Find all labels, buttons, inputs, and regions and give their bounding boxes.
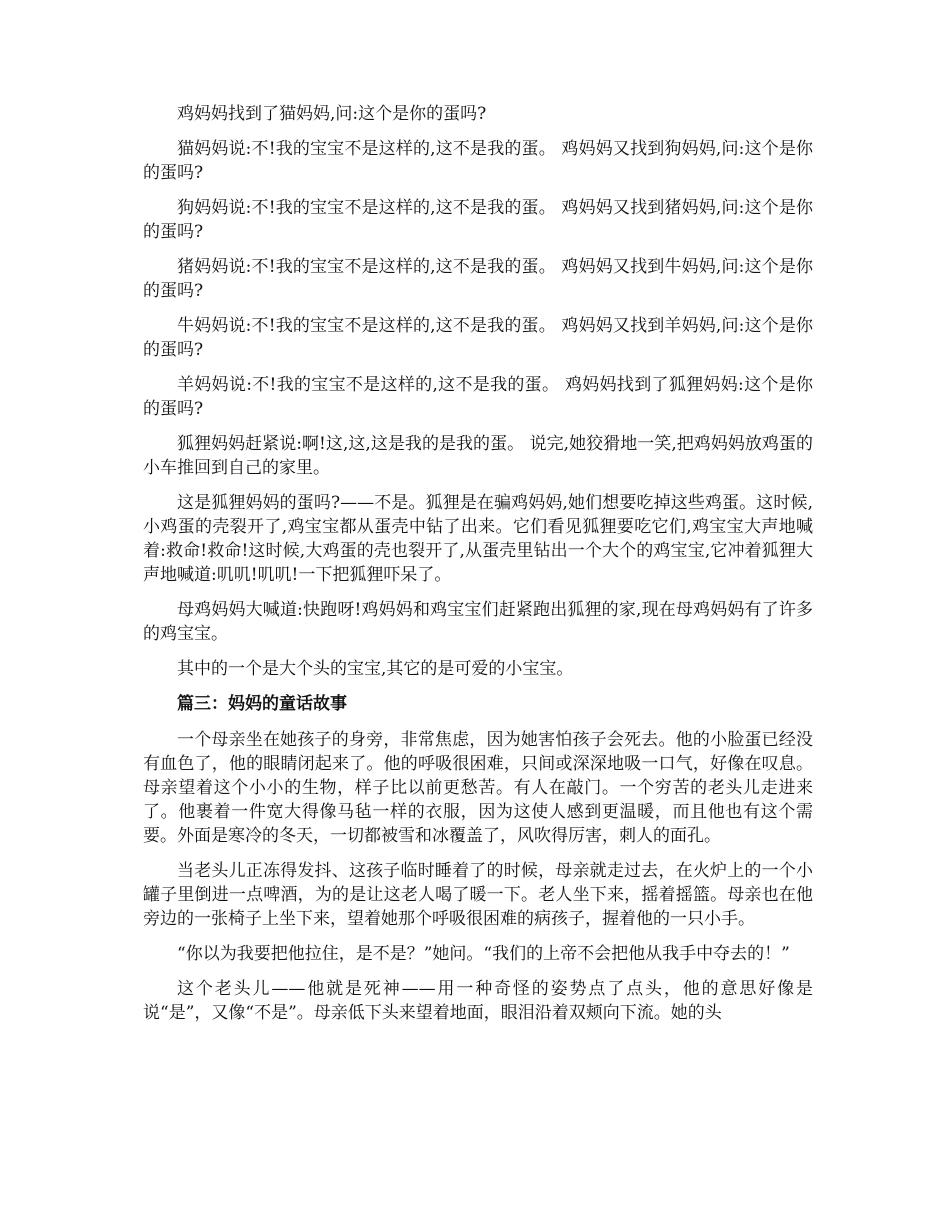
story-paragraph: 这个老头儿——他就是死神——用一种奇怪的姿势点了点头，他的意思好像是说“是”，又像“不是”。母亲低下头来望着地面，眼泪沿着双颊向下流。她的头 [143,979,813,1023]
story-paragraph: 牛妈妈说:不!我的宝宝不是这样的,这不是我的蛋。 鸡妈妈又找到羊妈妈,问:这个是你的蛋吗? [143,316,813,360]
story-paragraph: 一个母亲坐在她孩子的身旁，非常焦虑，因为她害怕孩子会死去。他的小脸蛋已经没有血色了，他的眼睛闭起来了。他的呼吸很困难，只间或深深地吸一口气，好像在叹息。母亲望着这个小小的生物，样子比以前更愁苦。有人在敲门。一个穷苦的老头儿走进来了。他裹着一件宽大得像马毡一样的衣服，因为这使人感到更温暖，而且他也有这个需要。外面是寒冷的冬天，一切都被雪和冰覆盖了，风吹得厉害，刺人的面孔。 [143,730,813,846]
story-paragraph: 这是狐狸妈妈的蛋吗?——不是。狐狸是在骗鸡妈妈,她们想要吃掉这些鸡蛋。这时候,小鸡蛋的壳裂开了,鸡宝宝都从蛋壳中钻了出来。它们看见狐狸要吃它们,鸡宝宝大声地喊着:救命!救命!这时候,大鸡蛋的壳也裂开了,从蛋壳里钻出一个大个的鸡宝宝,它冲着狐狸大声地喊道:叽叽!叽叽!一下把狐狸吓呆了。 [143,493,813,585]
story-paragraph: 当老头儿正冻得发抖、这孩子临时睡着了的时候，母亲就走过去，在火炉上的一个小罐子里倒进一点啤酒，为的是让这老人喝了暖一下。老人坐下来，摇着摇篮。母亲也在他旁边的一张椅子上坐下来，望着她那个呼吸很困难的病孩子，握着他的一只小手。 [143,861,813,929]
story-paragraph: 狗妈妈说:不!我的宝宝不是这样的,这不是我的蛋。 鸡妈妈又找到猪妈妈,问:这个是你的蛋吗? [143,198,813,242]
story-paragraph: 鸡妈妈找到了猫妈妈,问:这个是你的蛋吗? [177,104,487,124]
story-paragraph: 羊妈妈说:不!我的宝宝不是这样的,这不是我的蛋。 鸡妈妈找到了狐狸妈妈:这个是你的蛋吗? [143,375,813,419]
story-paragraph: 母鸡妈妈大喊道:快跑呀!鸡妈妈和鸡宝宝们赶紧跑出狐狸的家,现在母鸡妈妈有了许多的鸡宝宝。 [143,600,813,644]
story-paragraph: 其中的一个是大个头的宝宝,其它的是可爱的小宝宝。 [177,659,574,679]
story-paragraph: 狐狸妈妈赶紧说:啊!这,这,这是我的是我的蛋。 说完,她狡猾地一笑,把鸡妈妈放鸡蛋的小车推回到自己的家里。 [143,434,813,478]
document-page [143,102,813,1036]
story-paragraph: “你以为我要把他拉住，是不是？”她问。“我们的上帝不会把他从我手中夺去的！” [177,944,790,964]
story-paragraph: 猫妈妈说:不!我的宝宝不是这样的,这不是我的蛋。 鸡妈妈又找到狗妈妈,问:这个是你的蛋吗? [143,139,813,183]
story-paragraph: 猪妈妈说:不!我的宝宝不是这样的,这不是我的蛋。 鸡妈妈又找到牛妈妈,问:这个是你的蛋吗? [143,257,813,301]
section-heading: 篇三：妈妈的童话故事 [177,694,347,714]
